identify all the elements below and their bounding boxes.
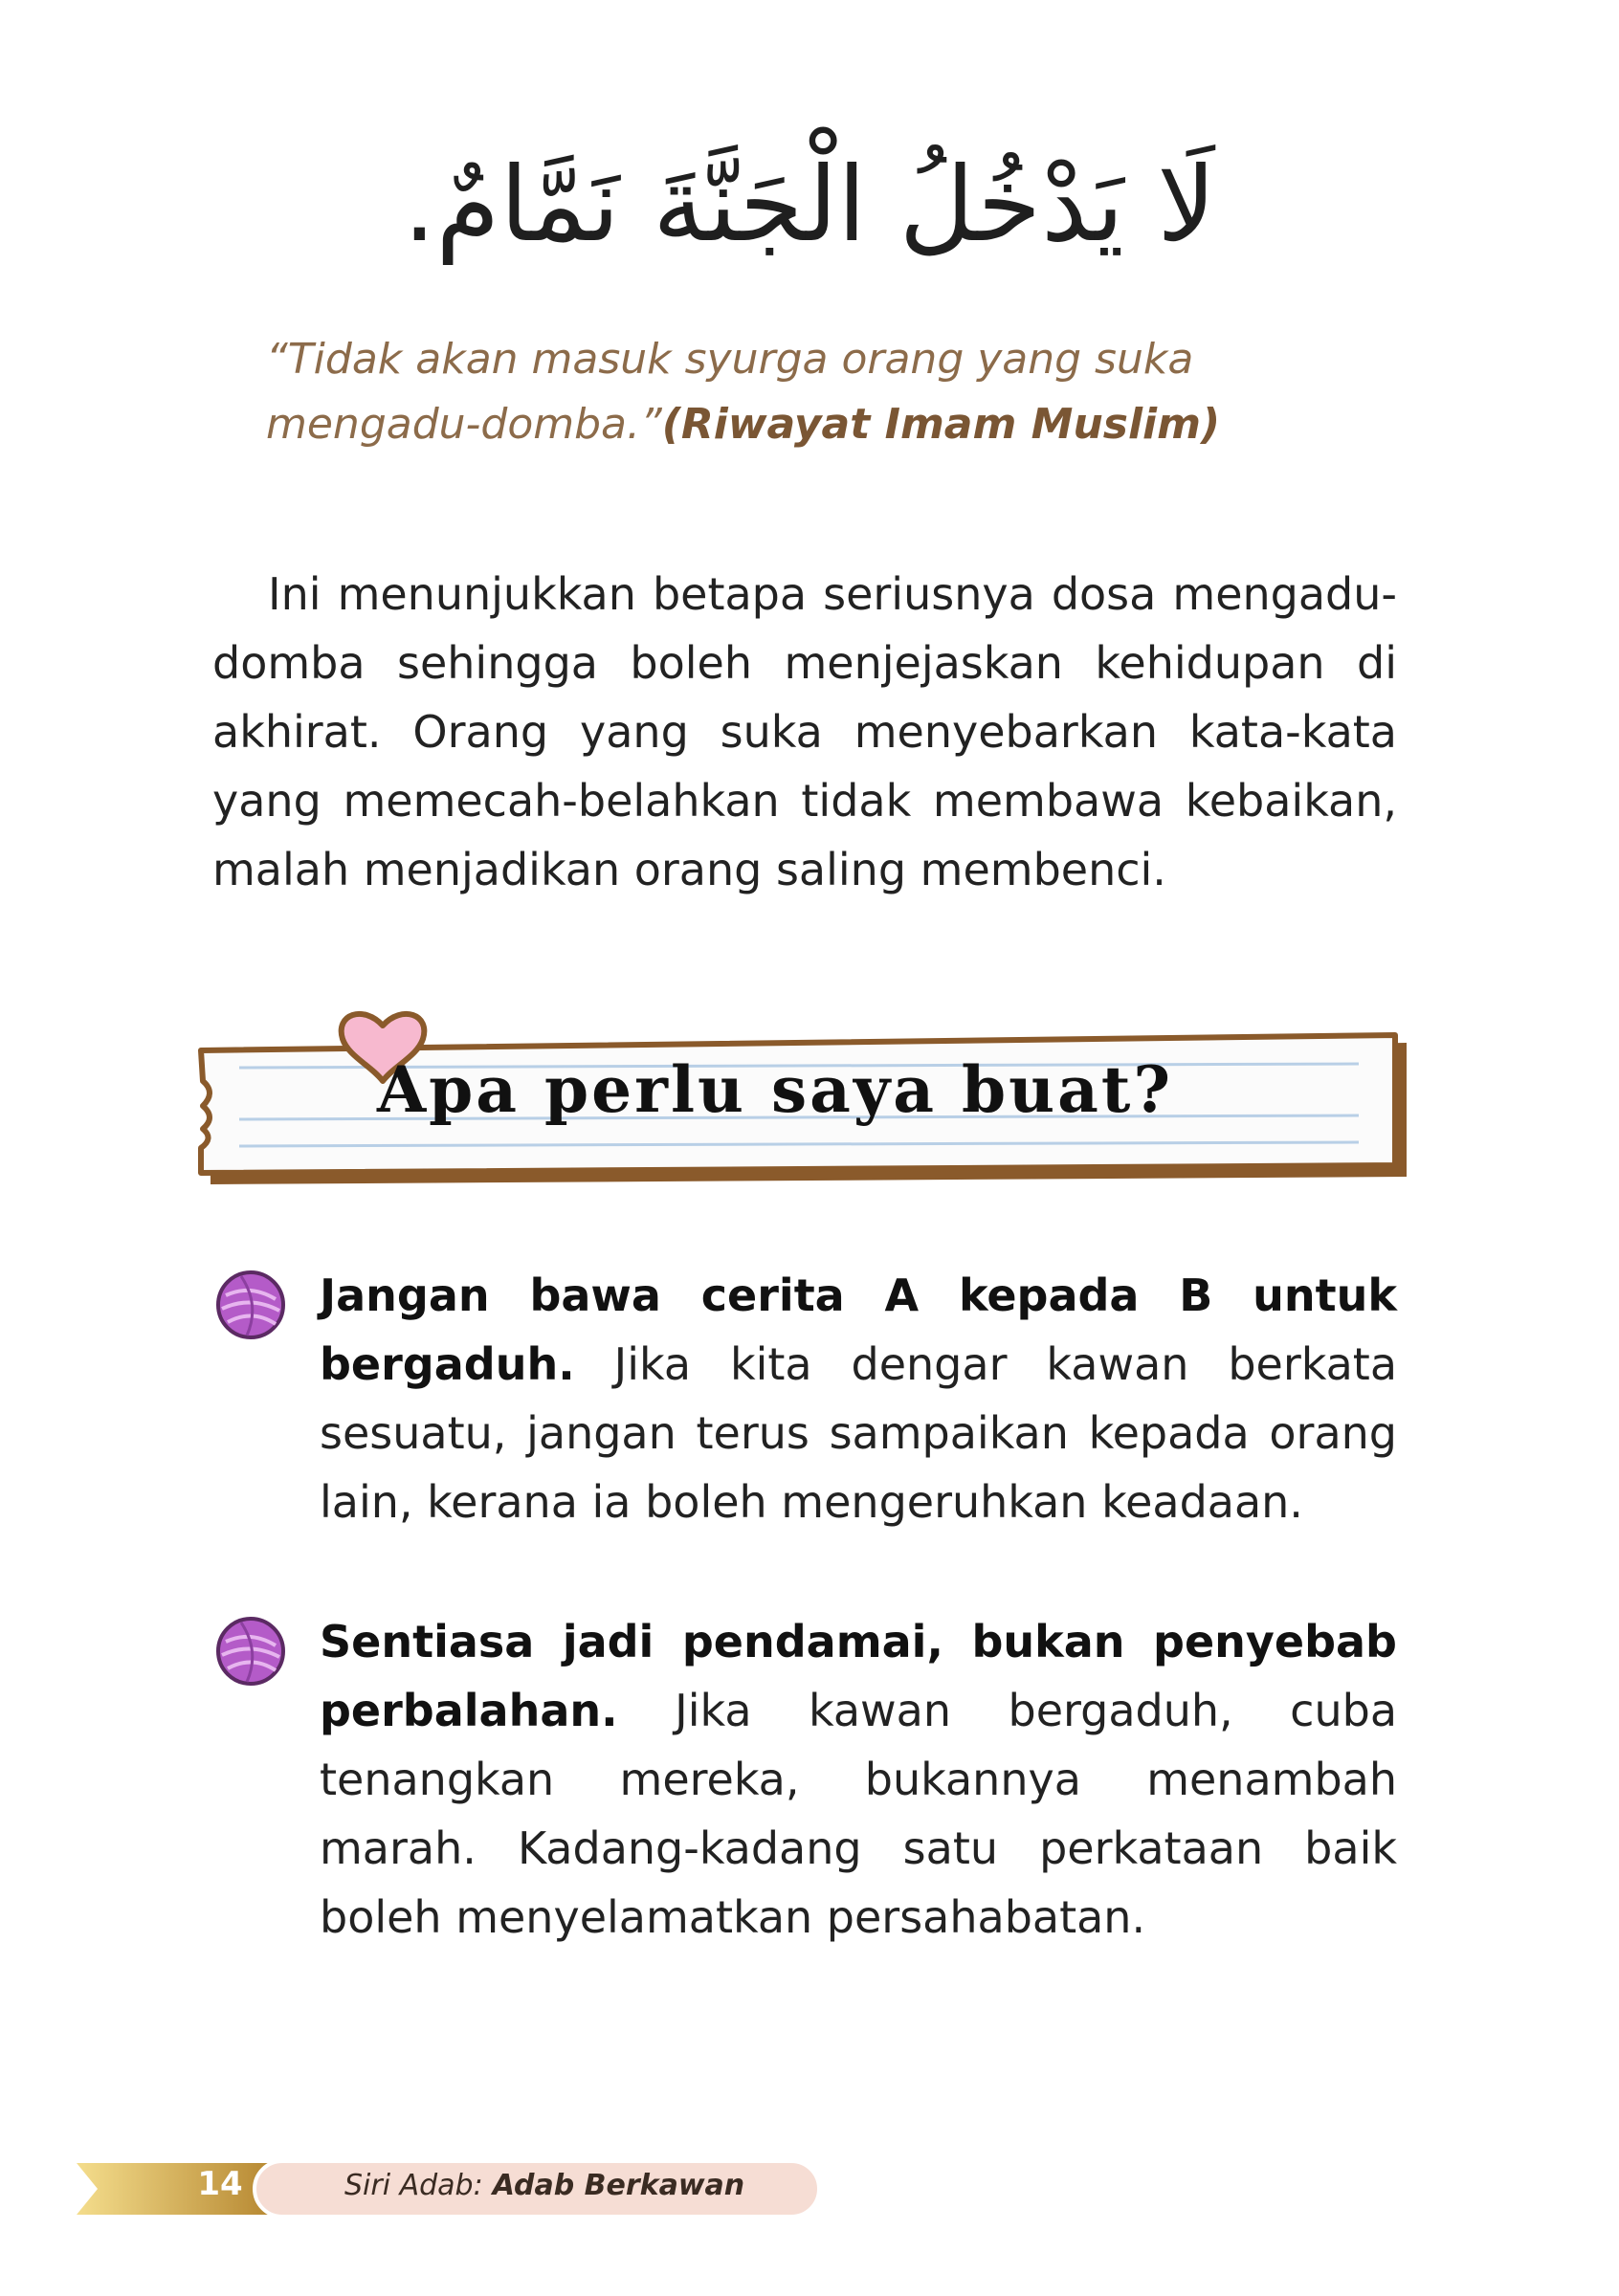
yarn-ball-icon [212,1267,289,1343]
explanation-paragraph: Ini menunjukkan betapa seriusnya dosa mengadu-domba sehingga boleh menjejaskan kehidupan di akhirat. Orang yang suka menyebarkan kata-kata yang memecah-belahkan tidak membawa kebaikan, malah menjadikan orang saling membenci. [212,568,1397,895]
yarn-ball-icon [212,1613,289,1689]
series-name [344,2169,744,2202]
bullet-body: Jika kawan bergaduh, cuba tenangkan mereka, bukannya menambah marah. Kadang-kadang satu perkataan baik boleh menyelamatkan persahabatan. [320,1685,1398,1943]
hadith-arabic: لَا يَدْخُلُ الْجَنَّةَ نَمَّامٌ. [403,145,1216,265]
hadith-source: (Riwayat Imam Muslim) [661,400,1221,449]
hadith-translation [266,327,1395,457]
hadith-translation-text: “Tidak akan masuk syurga orang yang suka mengadu-domba.” [266,335,1194,449]
bullet-lead: Sentiasa jadi pendamai, bukan penyebab perbalahan. [320,1616,1397,1736]
section-heading-card [191,985,1435,1196]
section-heading: Apa perlu saya buat? [376,1052,1174,1127]
bullet-lead: Jangan bawa cerita A kepada B untuk bergaduh. [320,1269,1397,1390]
series-label: Siri Adab: [344,2169,483,2202]
bullet-body: Jika kita dengar kawan berkata sesuatu, jangan terus sampaikan kepada orang lain, kerana ia boleh mengeruhkan keadaan. [320,1338,1398,1528]
series-title: Adab Berkawan [492,2169,745,2202]
page-footer [77,2157,823,2220]
bullet-text [320,1261,1397,1536]
bullet-text [320,1607,1397,1952]
page-number: 14 [197,2165,243,2203]
